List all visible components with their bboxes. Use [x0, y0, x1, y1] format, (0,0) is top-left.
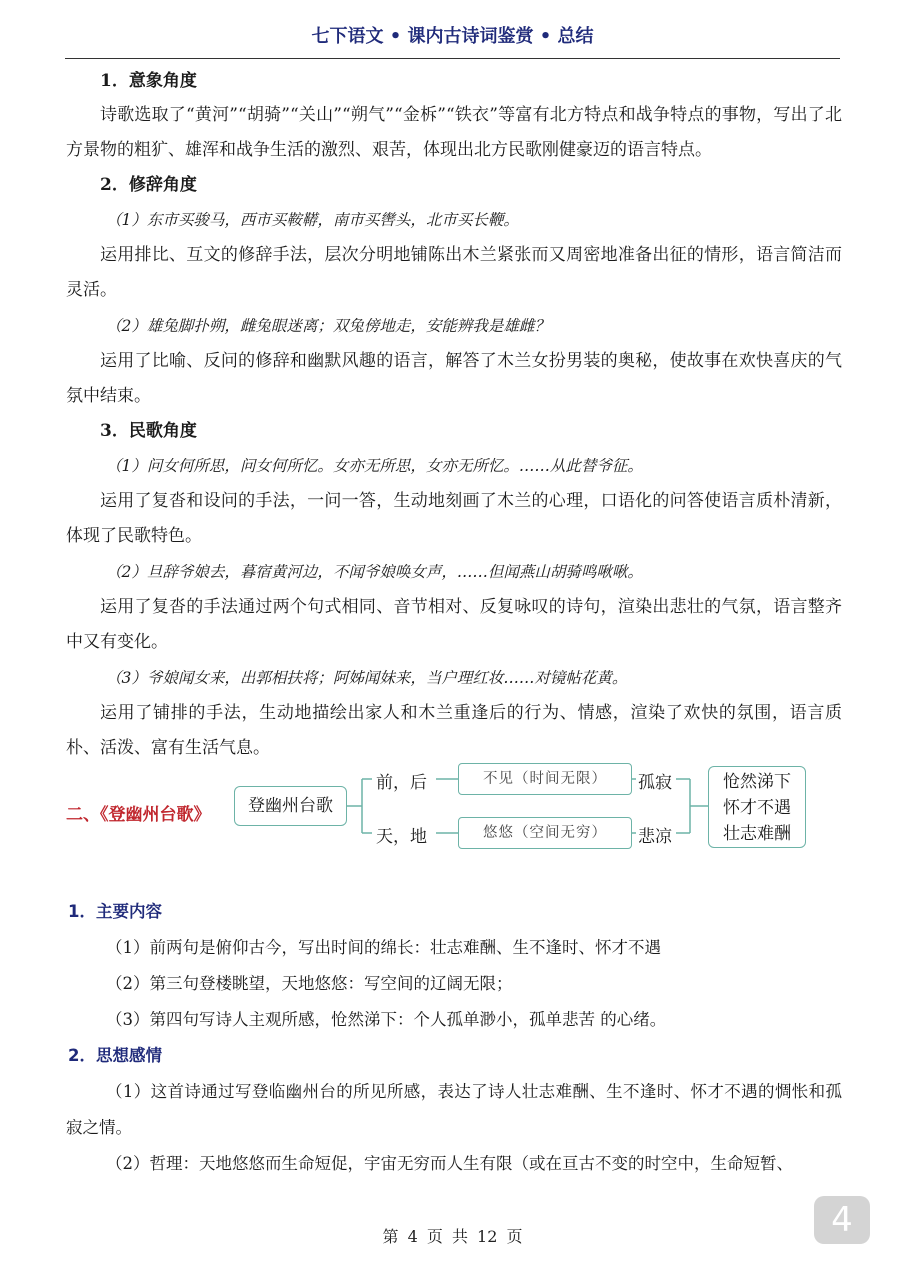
quote-3: （1）问女何所思，问女何所忆。女亦无所思，女亦无所忆。……从此替爷征。 — [106, 457, 643, 475]
heading-thoughts: 2．思想感情 — [68, 1046, 162, 1065]
diagram-result-desolate: 悲凉 — [638, 827, 672, 847]
page-content — [66, 64, 842, 1182]
poem-structure-diagram — [66, 766, 842, 894]
diagram-box-time: 不见（时间无限） — [458, 763, 632, 795]
header-divider — [65, 58, 840, 59]
diagram-label-heaven-earth: 天，地 — [376, 827, 427, 847]
section-title-poem: 二、《登幽州台歌》 — [66, 805, 211, 825]
paragraph-folk-2: 运用了复沓的手法通过两个句式相同、音节相对、反复咏叹的诗句，渲染出悲壮的气氛，语言整齐中又有变化。 — [66, 597, 842, 652]
quote-1: （1）东市买骏马，西市买鞍鞯，南市买辔头，北市买长鞭。 — [106, 211, 519, 229]
quote-5: （3）爷娘闻女来，出郭相扶将；阿姊闻妹来，当户理红妆……对镜帖花黄。 — [106, 669, 628, 687]
diagram-end-line-2: 怀才不遇 — [723, 798, 791, 818]
paragraph-imagery: 诗歌选取了“黄河”“胡骑”“关山”“朔气”“金柝”“铁衣”等富有北方特点和战争特点的事物，写出了北方景物的粗犷、雄浑和战争生活的激烈、艰苦，体现出北方民歌刚健豪迈的语言特点。 — [66, 105, 842, 160]
heading-rhetoric: 2．修辞角度 — [100, 175, 197, 195]
paragraph-folk-3: 运用了铺排的手法，生动地描绘出家人和木兰重逢后的行为、情感，渲染了欢快的氛围，语言质朴、活泼、富有生活气息。 — [66, 703, 842, 758]
page-number: 第 4 页 共 12 页 — [382, 1227, 523, 1246]
heading-imagery: 1．意象角度 — [100, 71, 197, 91]
quote-4: （2）旦辞爷娘去，暮宿黄河边，不闻爷娘唤女声，……但闻燕山胡骑鸣啾啾。 — [106, 563, 643, 581]
heading-folk-song: 3．民歌角度 — [100, 421, 197, 441]
thought-item-1: （1）这首诗通过写登临幽州台的所见所感，表达了诗人壮志难酬、生不逢时、怀才不遇的惆怅和孤寂之情。 — [66, 1082, 842, 1137]
diagram-root-box: 登幽州台歌 — [234, 786, 347, 826]
document-header: 七下语文 • 课内古诗词鉴赏 • 总结 — [311, 26, 594, 47]
diagram-box-space: 悠悠（空间无穷） — [458, 817, 632, 849]
thought-item-2: （2）哲理：天地悠悠而生命短促，宇宙无穷而人生有限（或在亘古不变的时空中，生命短暂、 — [106, 1154, 793, 1173]
diagram-end-line-1: 怆然涕下 — [723, 772, 791, 792]
diagram-result-lonely: 孤寂 — [638, 773, 672, 793]
heading-main-content: 1．主要内容 — [68, 902, 162, 921]
page-badge: 4 — [814, 1196, 870, 1244]
paragraph-folk-1: 运用了复沓和设问的手法，一问一答，生动地刻画了木兰的心理，口语化的问答使语言质朴清新，体现了民歌特色。 — [66, 491, 842, 546]
paragraph-rhetoric-2: 运用了比喻、反问的修辞和幽默风趣的语言，解答了木兰女扮男装的奥秘，使故事在欢快喜庆的气氛中结束。 — [66, 351, 842, 406]
quote-2: （2）雄兔脚扑朔，雌兔眼迷离；双兔傍地走，安能辨我是雄雌？ — [106, 317, 550, 335]
content-item-3: （3）第四句写诗人主观所感，怆然涕下：个人孤单渺小，孤单悲苦 的心绪。 — [106, 1010, 667, 1029]
content-item-1: （1）前两句是俯仰古今，写出时间的绵长：壮志难酬、生不逢时、怀才不遇 — [106, 938, 661, 957]
content-item-2: （2）第三句登楼眺望，天地悠悠：写空间的辽阔无限； — [106, 974, 513, 993]
paragraph-rhetoric-1: 运用排比、互文的修辞手法，层次分明地铺陈出木兰紧张而又周密地准备出征的情形，语言简洁而灵活。 — [66, 245, 842, 300]
diagram-end-box — [708, 766, 806, 848]
diagram-label-front-back: 前，后 — [376, 773, 427, 793]
diagram-end-line-3: 壮志难酬 — [723, 824, 791, 844]
